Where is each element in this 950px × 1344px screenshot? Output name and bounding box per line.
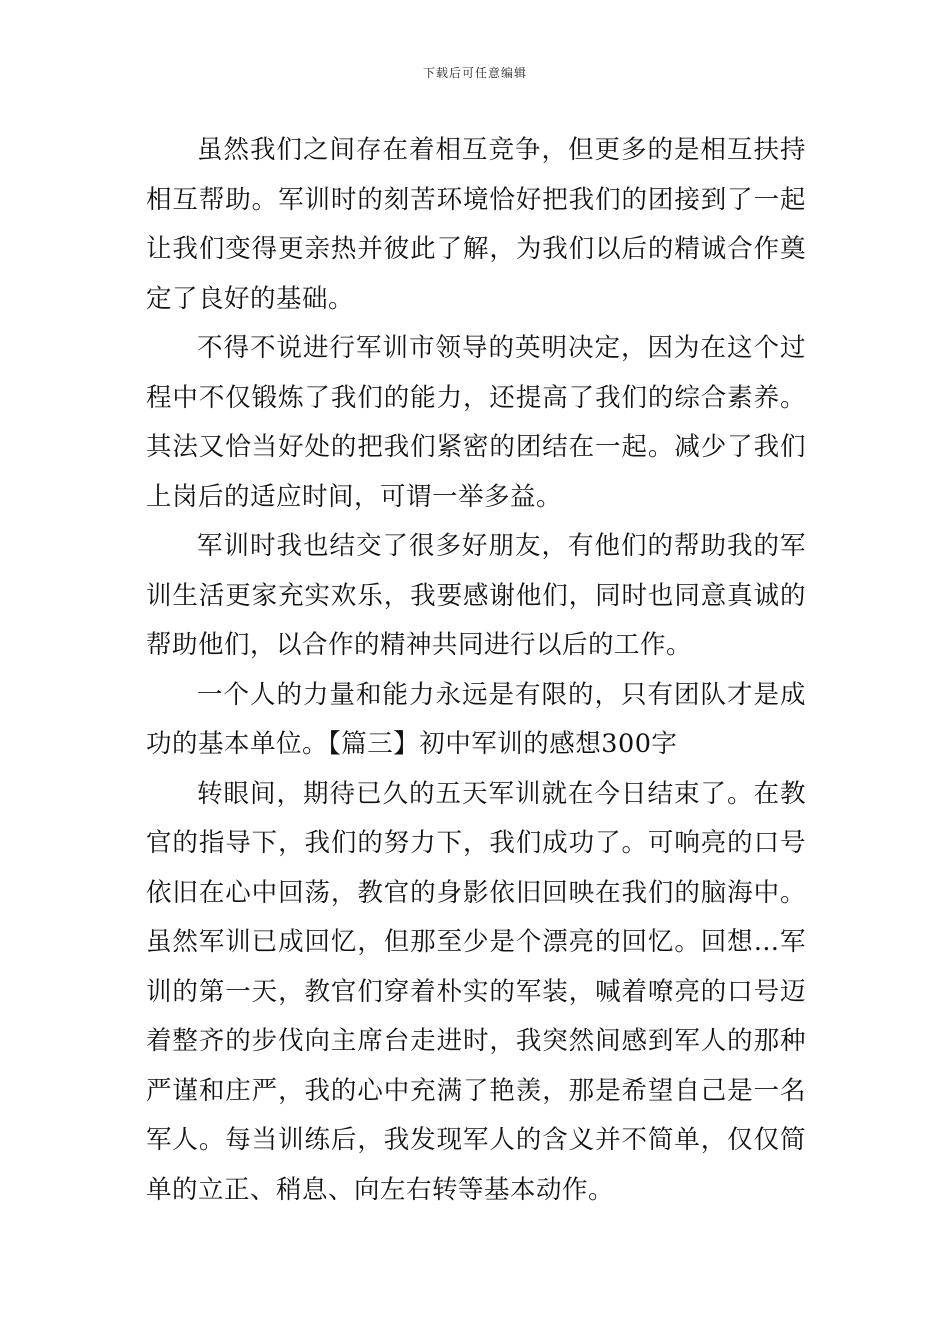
paragraph: 军训时我也结交了很多好朋友，有他们的帮助我的军训生活更家充实欢乐，我要感谢他们，同时也同意真诚的帮助他们，以合作的精神共同进行以后的工作。 xyxy=(146,531,806,660)
page-header: 下载后可任意编辑 xyxy=(422,66,527,80)
paragraph: 虽然我们之间存在着相互竞争，但更多的是相互扶持相互帮助。军训时的刻苦环境恰好把我们的团接到了一起让我们变得更亲热并彼此了解，为我们以后的精诚合作奠定了良好的基础。 xyxy=(146,135,806,314)
paragraph: 不得不说进行军训市领导的英明决定，因为在这个过程中不仅锻炼了我们的能力，还提高了我们的综合素养。其法又恰当好处的把我们紧密的团结在一起。减少了我们上岗后的适应时间，可谓一举多益。 xyxy=(146,333,806,512)
paragraph: 转眼间，期待已久的五天军训就在今日结束了。在教官的指导下，我们的努力下，我们成功了。可响亮的口号依旧在心中回荡，教官的身影依旧回映在我们的脑海中。虽然军训已成回忆，但那至少是个漂亮的回忆。回想…军训的第一天，教官们穿着朴实的军装，喊着嘹亮的口号迈着整齐的步伐向主席台走进时，我突然间感到军人的那种严谨和庄严，我的心中充满了艳羡，那是希望自己是一名军人。每当训练后，我发现军人的含义并不简单，仅仅简单的立正、稍息、向左右转等基本动作。 xyxy=(146,778,806,1205)
paragraph: 一个人的力量和能力永远是有限的，只有团队才是成功的基本单位。【篇三】初中军训的感想300字 xyxy=(146,679,806,759)
document-body xyxy=(146,126,806,1215)
